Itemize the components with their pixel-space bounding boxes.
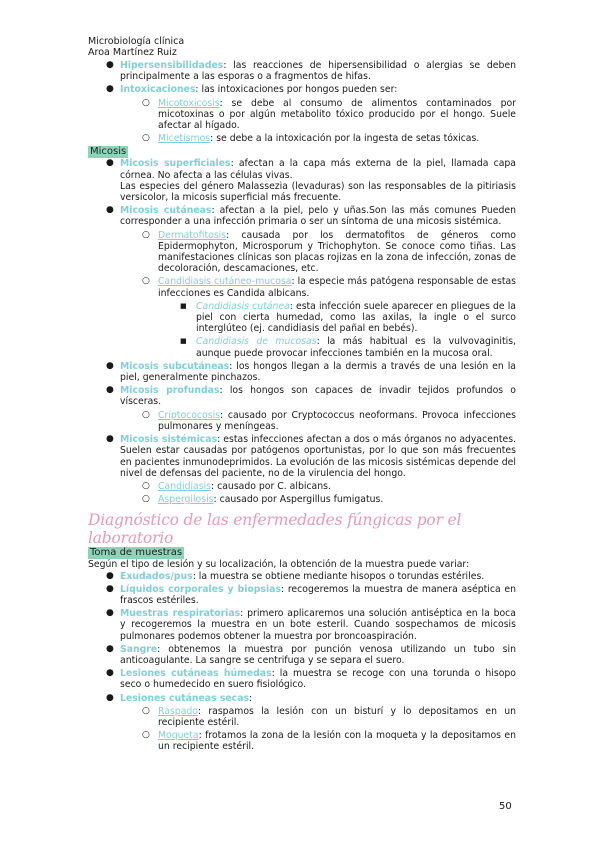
- bullet-square-icon: ■: [180, 301, 187, 310]
- item-text: : esta infección suele aparecer en pliegues de la piel con cierta humedad, como las axilas, la ingle o el surco interglúteo (ej. candidiasis del pañal en bebés).: [196, 300, 516, 335]
- item-text: : las intoxicaciones por hongos pueden ser:: [195, 84, 398, 96]
- list-item: [88, 276, 516, 298]
- item-text: : los hongos llegan a la dermis a través de una lesión en la piel, generalmente pinchazos.: [120, 360, 516, 384]
- bullet-dot-icon: ●: [106, 205, 114, 216]
- item-text: : primero aplicaremos una solución antiséptica en la boca y recogeremos la muestra en un bote esteril. Cuando sospechamos de micosis pulmonares podemos obtener la muestra por broncoaspiración.: [120, 608, 516, 642]
- bullet-circle-icon: ○: [142, 229, 150, 240]
- bullet-dot-icon: ●: [106, 643, 114, 654]
- section-title-micosis: Micosis: [90, 146, 127, 158]
- item-text: : la más habitual es la vulvovaginitis, aunque puede provocar infecciones también en la mucosa oral.: [196, 336, 517, 359]
- intro-paragraph: Según el tipo de lesión y su localización, la obtención de la muestra puede variar:: [88, 559, 470, 571]
- page-content: [88, 60, 516, 753]
- bullet-circle-icon: ○: [142, 480, 150, 491]
- section-heading: [88, 547, 516, 559]
- bullet-circle-icon: ○: [142, 409, 150, 420]
- term: Aspergilosis: [158, 494, 214, 506]
- list-item: [88, 361, 516, 383]
- bullet-circle-icon: ○: [142, 730, 150, 741]
- list-item: [88, 133, 516, 144]
- term: Candidiasis cutánea: [196, 300, 290, 312]
- bullet-dot-icon: ●: [106, 608, 114, 619]
- list-item: [88, 706, 516, 728]
- list-item: [88, 410, 516, 432]
- header-subject: Microbiología clínica: [88, 36, 185, 47]
- bullet-circle-icon: ○: [142, 705, 150, 716]
- term: Sangre: [120, 643, 158, 655]
- term: Criptococosis: [158, 409, 221, 421]
- section-heading: [88, 146, 516, 158]
- term: Candidiasis de mucosas: [196, 336, 317, 348]
- term: Micetismos: [158, 133, 211, 145]
- bullet-dot-icon: ●: [106, 84, 114, 95]
- term: Raspado: [158, 705, 198, 717]
- bullet-dot-icon: ●: [106, 668, 114, 679]
- item-text: : la muestra se obtiene mediante hisopos o torundas estériles.: [192, 570, 485, 582]
- item-text: : causado por C. albicans.: [211, 480, 331, 492]
- item-text: : se debe a la intoxicación por la ingesta de setas tóxicas.: [210, 133, 480, 145]
- term: Micotoxicosis: [158, 97, 220, 109]
- item-text: : la muestra se recoge con una torunda o hisopo seco o humedecido en suero fisiológico.: [120, 668, 516, 691]
- bullet-circle-icon: ○: [142, 494, 150, 505]
- item-text-continued: Las especies del género Malassezia (levaduras) son las responsables de la pitiriasis versicolor, la micosis superficial más frecuente.: [120, 180, 516, 204]
- term: Muestras respiratorias: [120, 608, 241, 620]
- list-item: [88, 158, 516, 203]
- bullet-dot-icon: ●: [106, 60, 114, 70]
- list-item: [88, 336, 516, 358]
- term: Micosis subcutáneas: [120, 360, 230, 372]
- list-item: [88, 230, 516, 275]
- term: Candidiasis cutáneo-mucosa: [158, 276, 292, 288]
- bullet-dot-icon: ●: [106, 692, 114, 703]
- bullet-dot-icon: ●: [106, 385, 114, 396]
- term: Hipersensibilidades: [120, 60, 224, 71]
- header-author: Aroa Martínez Ruiz: [88, 47, 177, 58]
- term: Líquidos corporales y biopsias: [120, 583, 281, 595]
- main-heading: Diagnóstico de las enfermedades fúngicas por el laboratorio: [88, 511, 462, 548]
- item-text: : los hongos son capaces de invadir tejidos profundos o vísceras.: [120, 385, 516, 408]
- item-text: : la especie más patógena responsable de estas infecciones es Candida albicans.: [158, 276, 516, 299]
- bullet-circle-icon: ○: [142, 276, 150, 287]
- item-text: : recogeremos la muestra de manera aséptica en frascos estériles.: [120, 583, 516, 606]
- item-text: : las reacciones de hipersensibilidad o alergias se deben principalmente a las esporas o a fragmentos de hifas.: [120, 60, 516, 83]
- term: Intoxicaciones: [120, 84, 196, 96]
- list-item: [88, 385, 516, 407]
- bullet-dot-icon: ●: [106, 583, 114, 594]
- list-item: [88, 571, 516, 582]
- bullet-square-icon: ■: [180, 337, 187, 346]
- term: Micosis profundas: [120, 385, 220, 397]
- list-item: [88, 730, 516, 752]
- item-text: : estas infecciones afectan a dos o más órganos no adyacentes. Suelen estar causadas por patógenos oportunistas, por lo que son más frecuentes en pacientes inmunodeprimidos. La evolución de las micosis sistémicas depende del nivel de defensas del paciente, no de la virulencia del hongo.: [120, 434, 516, 479]
- list-item: [88, 644, 516, 666]
- list-item: [88, 205, 516, 227]
- bullet-dot-icon: ●: [106, 360, 114, 371]
- bullet-dot-icon: ●: [106, 158, 114, 169]
- bullet-dot-icon: ●: [106, 570, 114, 581]
- section-title-toma: Toma de muestras: [90, 547, 183, 559]
- term: Dermatofitosis: [158, 229, 227, 241]
- list-item: [88, 301, 516, 335]
- list-item: [88, 434, 516, 479]
- item-text: : frotamos la zona de la lesión con la moqueta y la depositamos en un recipiente estéril.: [158, 730, 516, 753]
- item-text: : raspamos la lesión con un bisturí y lo depositamos en un recipiente estéril.: [158, 705, 516, 728]
- item-text: :: [249, 692, 253, 704]
- page-number: 50: [499, 801, 512, 812]
- list-item: [88, 84, 516, 95]
- bullet-dot-icon: ●: [106, 434, 114, 445]
- term: Candidiasis: [158, 480, 212, 492]
- item-text: : causado por Cryptococcus neoformans. Provoca infecciones pulmonares y meníngeas.: [158, 409, 516, 432]
- list-item: [88, 693, 516, 704]
- term: Exudados/pus: [120, 570, 193, 582]
- term: Micosis sistémicas: [120, 434, 218, 446]
- item-text: : se debe al consumo de alimentos contaminados por micotoxinas o por algún metabolito tóxico producido por el hongo. Suele afectar al hígado.: [158, 97, 516, 132]
- term: Moqueta: [158, 730, 199, 742]
- item-text: : causado por Aspergillus fumigatus.: [213, 494, 384, 506]
- item-text: : afectan a la piel, pelo y uñas.Son las más comunes Pueden corresponder a una infección primaria o ser un síntoma de una micosis sistémica.: [120, 205, 516, 228]
- item-text: : afectan a la capa más externa de la piel, llamada capa córnea. No afecta a las células vivas.: [120, 158, 516, 181]
- list-item: [88, 584, 516, 606]
- page-header: [88, 36, 184, 58]
- bullet-circle-icon: ○: [142, 133, 150, 144]
- term: Lesiones cutáneas húmedas: [120, 668, 272, 680]
- item-text: : causada por los dermatofitos de géneros como Epidermophyton, Microsporum y Trichophyton. Se conoce como tiñas. Las manifestaciones clínicas son placas rojizas en la zona de infección, zonas de decoloración, descamaciones, etc.: [158, 229, 516, 275]
- list-item: [88, 98, 516, 132]
- list-item: [88, 668, 516, 690]
- term: Micosis cutáneas: [120, 205, 212, 217]
- list-item: [88, 481, 516, 492]
- item-text: : obtenemos la muestra por punción venosa utilizando un tubo sin anticoagulante. La sangre se centrifuga y se separa el suero.: [120, 643, 516, 666]
- list-item: [88, 494, 516, 505]
- bullet-circle-icon: ○: [142, 97, 150, 108]
- term: Micosis superficiales: [120, 158, 231, 170]
- list-item: [88, 608, 516, 642]
- term: Lesiones cutáneas secas: [120, 692, 250, 704]
- list-item: [88, 60, 516, 82]
